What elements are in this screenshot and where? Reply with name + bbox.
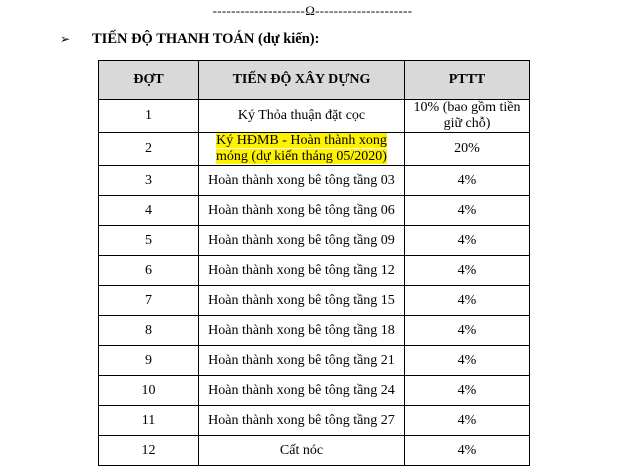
cell-pttt: 4% <box>405 226 530 256</box>
cell-dot: 6 <box>99 256 199 286</box>
table-row <box>99 376 530 406</box>
column-header-pttt: PTTT <box>405 61 530 100</box>
cell-dot: 2 <box>99 133 199 166</box>
cell-progress: Hoàn thành xong bê tông tầng 12 <box>199 256 405 286</box>
payment-schedule-table <box>98 60 530 466</box>
table-row <box>99 133 530 166</box>
arrow-bullet-icon: ➢ <box>60 32 71 46</box>
highlighted-text: Ký HĐMB - Hoàn thành xong móng (dự kiến tháng 05/2020) <box>216 133 387 164</box>
cell-progress: Hoàn thành xong bê tông tầng 09 <box>199 226 405 256</box>
cell-dot: 10 <box>99 376 199 406</box>
section-heading <box>60 31 319 48</box>
cell-progress: Hoàn thành xong bê tông tầng 03 <box>199 166 405 196</box>
cell-progress: Hoàn thành xong bê tông tầng 21 <box>199 346 405 376</box>
cell-dot: 8 <box>99 316 199 346</box>
table-row <box>99 346 530 376</box>
cell-pttt: 4% <box>405 196 530 226</box>
cell-pttt: 4% <box>405 166 530 196</box>
cell-pttt: 20% <box>405 133 530 166</box>
cell-pttt: 4% <box>405 376 530 406</box>
cell-progress: Hoàn thành xong bê tông tầng 18 <box>199 316 405 346</box>
cell-pttt: 10% (bao gồm tiền giữ chỗ) <box>405 100 530 133</box>
cell-progress: Hoàn thành xong bê tông tầng 15 <box>199 286 405 316</box>
cell-pttt: 4% <box>405 316 530 346</box>
cell-progress-highlighted <box>199 133 405 166</box>
column-header-progress: TIẾN ĐỘ XÂY DỰNG <box>199 61 405 100</box>
heading-title: TIẾN ĐỘ THANH TOÁN <box>92 31 255 47</box>
table-row <box>99 166 530 196</box>
cell-dot: 9 <box>99 346 199 376</box>
cell-dot: 7 <box>99 286 199 316</box>
cell-progress: Hoàn thành xong bê tông tầng 27 <box>199 406 405 436</box>
cell-progress: Hoàn thành xong bê tông tầng 06 <box>199 196 405 226</box>
cell-dot: 5 <box>99 226 199 256</box>
table-row <box>99 286 530 316</box>
cell-pttt: 4% <box>405 406 530 436</box>
cell-progress: Ký Thỏa thuận đặt cọc <box>199 100 405 133</box>
cell-pttt: 4% <box>405 256 530 286</box>
table-row <box>99 316 530 346</box>
table-row <box>99 406 530 436</box>
table-row <box>99 436 530 466</box>
table-row <box>99 100 530 133</box>
cell-progress: Cất nóc <box>199 436 405 466</box>
heading-note: (dự kiến): <box>258 31 320 47</box>
column-header-dot: ĐỢT <box>99 61 199 100</box>
section-divider: --------------------Ω--------------------- <box>212 3 413 18</box>
cell-dot: 12 <box>99 436 199 466</box>
cell-dot: 4 <box>99 196 199 226</box>
cell-dot: 3 <box>99 166 199 196</box>
cell-dot: 11 <box>99 406 199 436</box>
cell-pttt: 4% <box>405 436 530 466</box>
cell-pttt: 4% <box>405 286 530 316</box>
table-row <box>99 196 530 226</box>
table-row <box>99 256 530 286</box>
table-row <box>99 226 530 256</box>
cell-pttt: 4% <box>405 346 530 376</box>
table-header-row <box>99 61 530 100</box>
cell-progress: Hoàn thành xong bê tông tầng 24 <box>199 376 405 406</box>
cell-dot: 1 <box>99 100 199 133</box>
